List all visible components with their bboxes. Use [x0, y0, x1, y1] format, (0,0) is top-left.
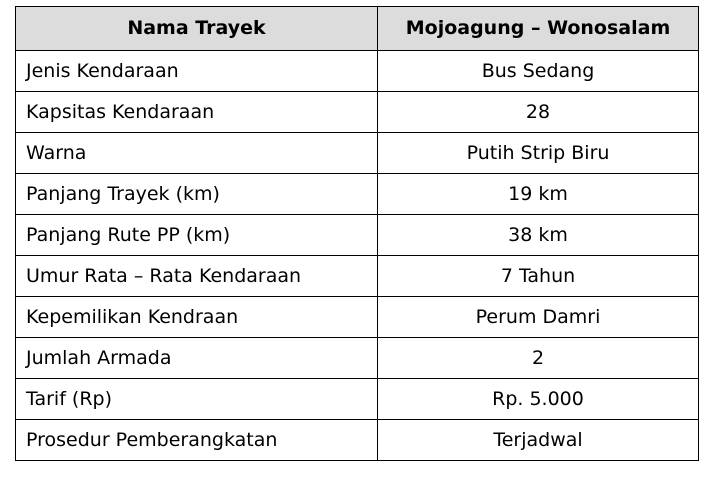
row-label: Warna [16, 133, 378, 174]
row-label: Kepemilikan Kendraan [16, 297, 378, 338]
row-label: Jumlah Armada [16, 338, 378, 379]
row-label: Panjang Rute PP (km) [16, 215, 378, 256]
row-label: Jenis Kendaraan [16, 51, 378, 92]
table-row [16, 256, 699, 297]
row-value: 19 km [378, 174, 699, 215]
table-row [16, 174, 699, 215]
table-row [16, 133, 699, 174]
table-row [16, 215, 699, 256]
row-label: Prosedur Pemberangkatan [16, 420, 378, 461]
table-header-row [16, 7, 699, 51]
table-row [16, 297, 699, 338]
table-row [16, 338, 699, 379]
row-value: 7 Tahun [378, 256, 699, 297]
row-label: Tarif (Rp) [16, 379, 378, 420]
row-label: Kapsitas Kendaraan [16, 92, 378, 133]
table-row [16, 420, 699, 461]
row-value: Perum Damri [378, 297, 699, 338]
row-value: 2 [378, 338, 699, 379]
row-value: 38 km [378, 215, 699, 256]
row-label: Panjang Trayek (km) [16, 174, 378, 215]
row-value: Putih Strip Biru [378, 133, 699, 174]
row-label: Umur Rata – Rata Kendaraan [16, 256, 378, 297]
row-value: Terjadwal [378, 420, 699, 461]
row-value: Bus Sedang [378, 51, 699, 92]
header-route-value: Mojoagung – Wonosalam [378, 7, 699, 51]
header-route-name: Nama Trayek [16, 7, 378, 51]
row-value: Rp. 5.000 [378, 379, 699, 420]
route-info-table [15, 6, 699, 461]
table-row [16, 92, 699, 133]
row-value: 28 [378, 92, 699, 133]
table-row [16, 379, 699, 420]
table-row [16, 51, 699, 92]
